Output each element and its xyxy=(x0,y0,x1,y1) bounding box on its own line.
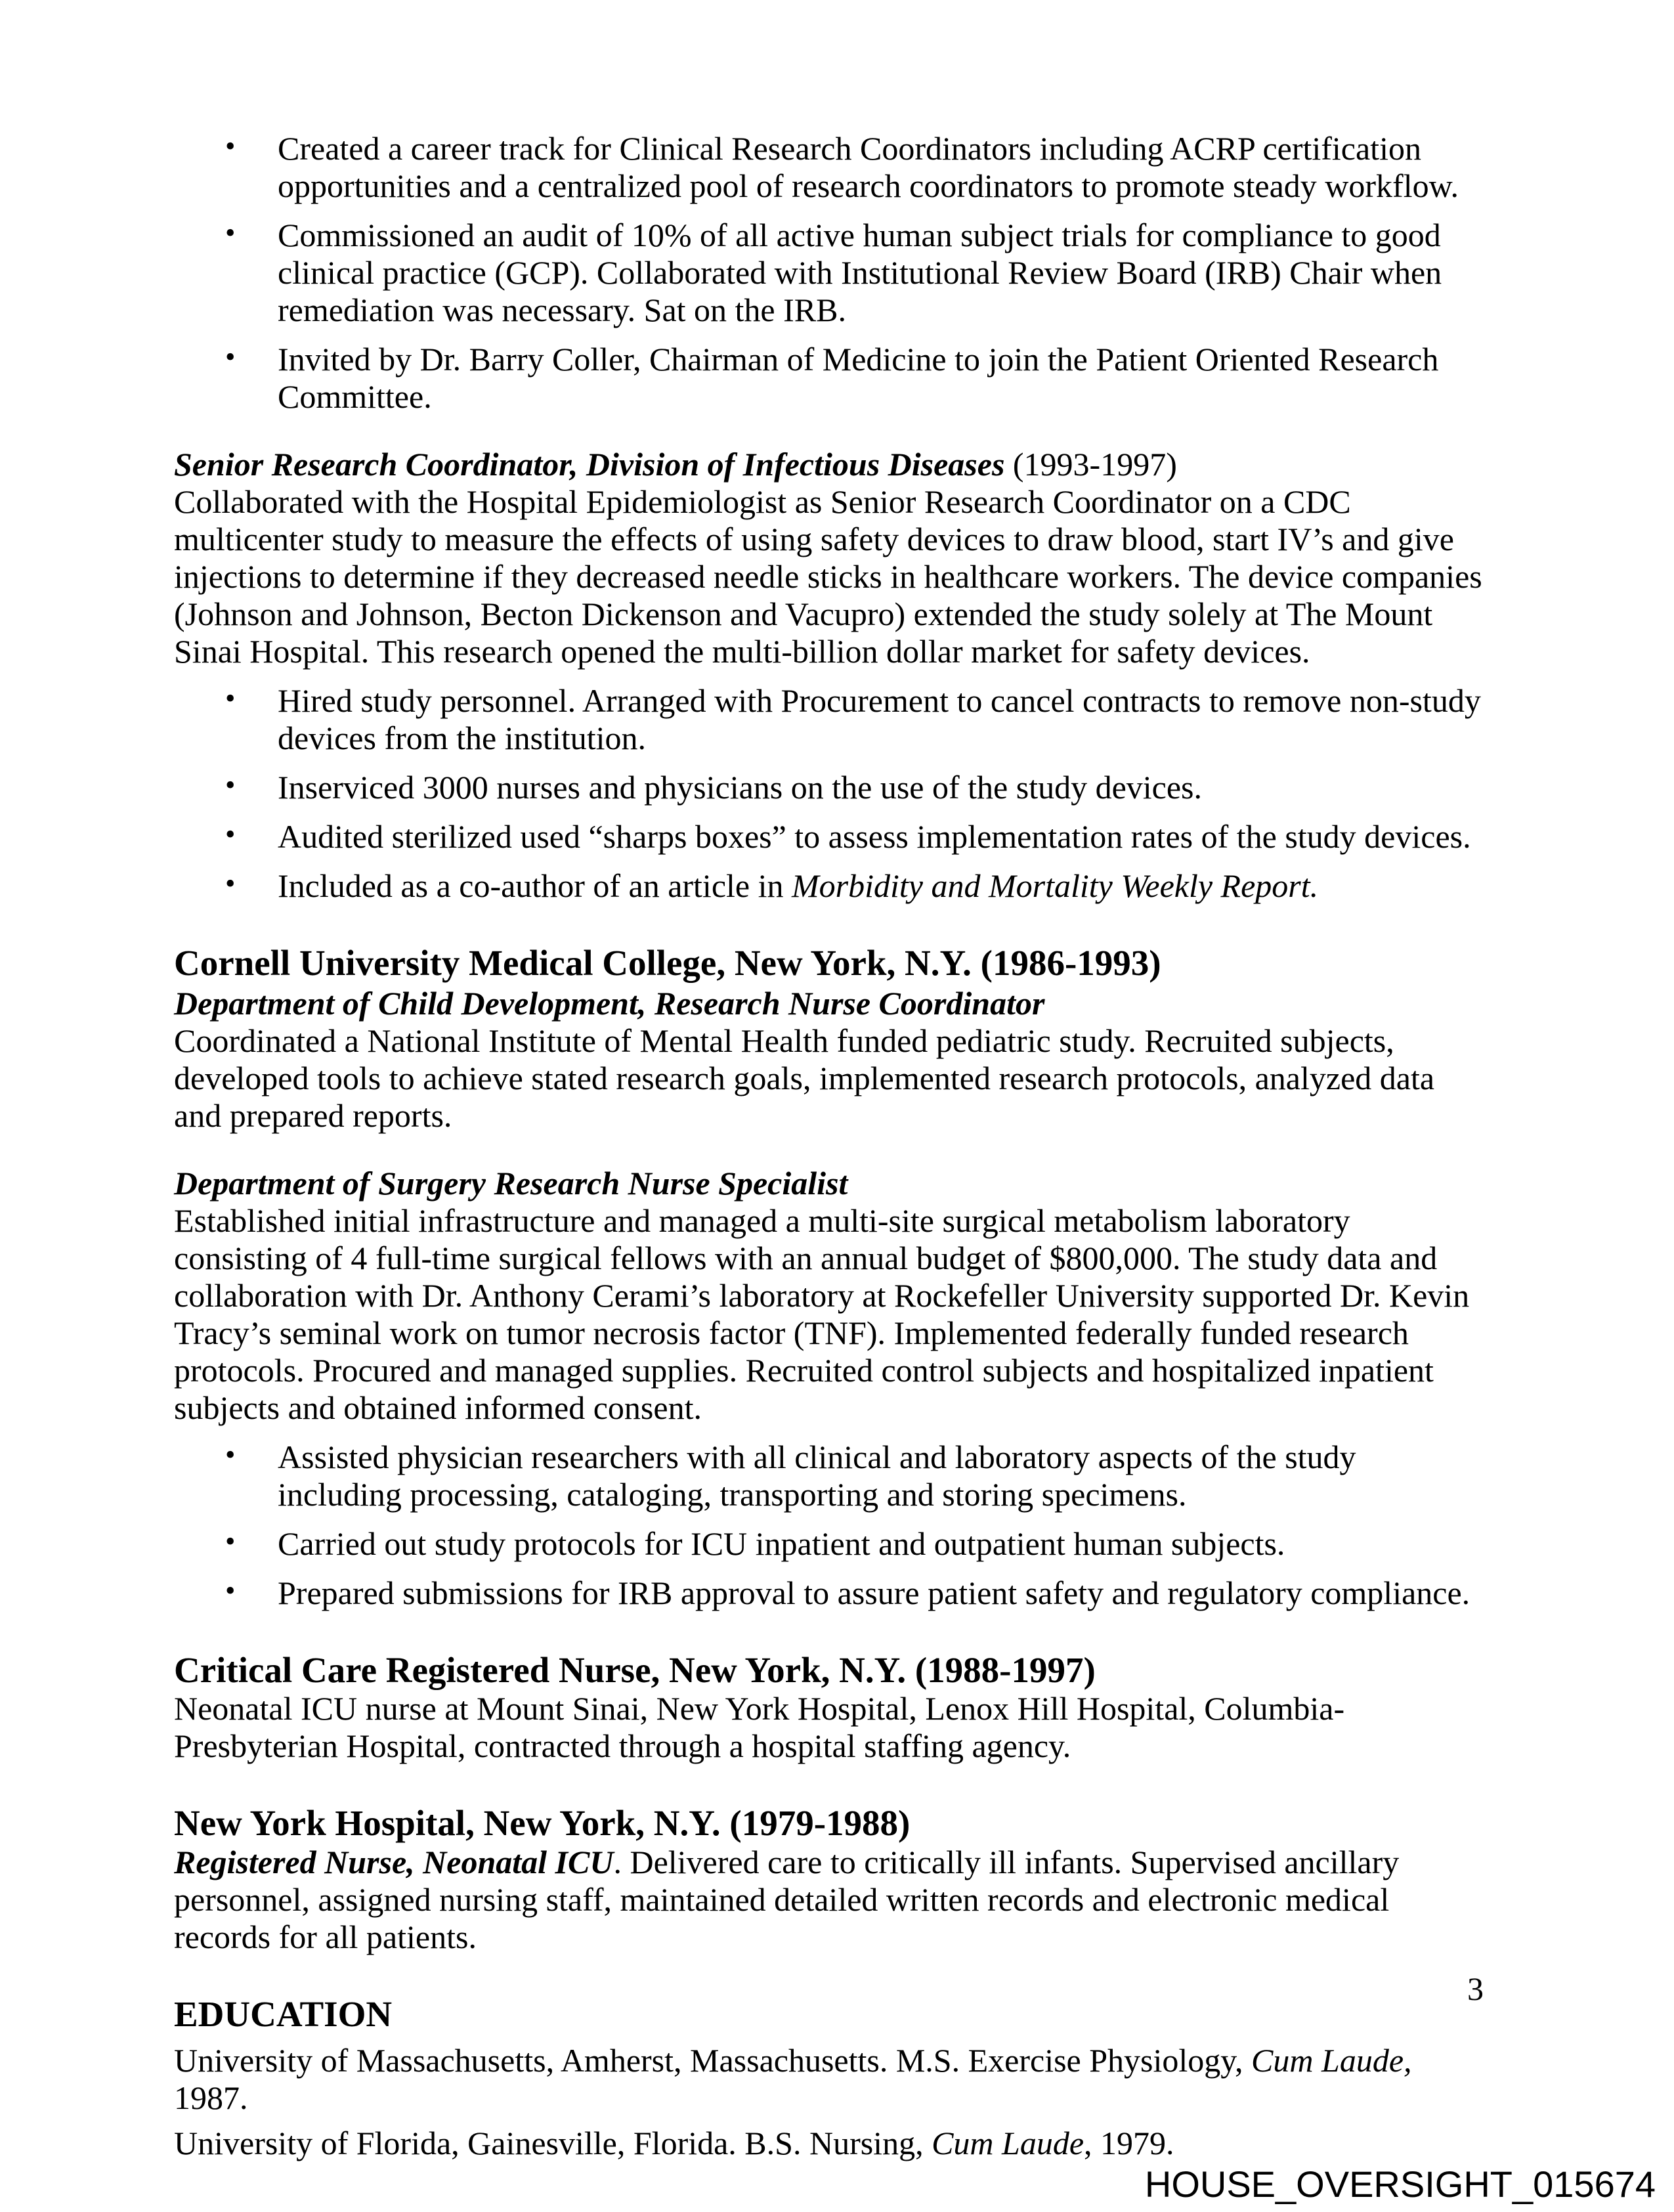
bullet-text: Prepared submissions for IRB approval to assure patient safety and regulatory compliance. xyxy=(278,1574,1470,1611)
bullet-text: Assisted physician researchers with all clinical and laboratory aspects of the study including processing, cataloging, transporting and storing specimens. xyxy=(278,1438,1356,1513)
education-year: , 1979. xyxy=(1084,2125,1174,2162)
bullet-text: Audited sterilized used “sharps boxes” to assess implementation rates of the study devices. xyxy=(278,818,1471,855)
bullet-icon: • xyxy=(225,682,236,714)
bullet-text: Carried out study protocols for ICU inpatient and outpatient human subjects. xyxy=(278,1525,1285,1562)
education-text: University of Florida, Gainesville, Florida. B.S. Nursing, xyxy=(174,2125,932,2162)
list-item xyxy=(174,130,1487,205)
subheading-surgery-research: Department of Surgery Research Nurse Specialist xyxy=(174,1164,848,1202)
paragraph-surgery-research: Established initial infrastructure and managed a multi-site surgical metabolism laboratory consisting of 4 full-time surgical fellows with an annual budget of $800,000. The study data and collaboration with Dr. Anthony Cerami’s laboratory at Rockefeller University supported Dr. Kevin Tracy’s seminal work on tumor necrosis factor (TNF). Implemented federally funded research protocols. Procured and managed supplies. Recruited control subjects and hospitalized inpatient subjects and obtained informed consent. xyxy=(174,1202,1470,1426)
subheading-child-development: Department of Child Development, Research Nurse Coordinator xyxy=(174,984,1045,1022)
senior-research-bullet-list xyxy=(174,682,1487,905)
bullet-icon: • xyxy=(225,769,236,801)
bullet-icon: • xyxy=(225,867,236,900)
role-years: (1993-1997) xyxy=(1004,446,1177,483)
list-item xyxy=(174,341,1487,416)
section-heading-critical-care: Critical Care Registered Nurse, New York, N.Y. (1988-1997) xyxy=(174,1649,1096,1690)
bullet-text: Inserviced 3000 nurses and physicians on the use of the study devices. xyxy=(278,769,1203,806)
resume-content xyxy=(174,130,1487,2162)
education-line xyxy=(174,2125,1487,2162)
bullet-text: Hired study personnel. Arranged with Procurement to cancel contracts to remove non-study devices from the institution. xyxy=(278,682,1481,756)
bullet-icon: • xyxy=(225,1525,236,1557)
list-item xyxy=(174,217,1487,329)
list-item xyxy=(174,1525,1487,1563)
bates-stamp: HOUSE_OVERSIGHT_015674 xyxy=(1144,2163,1656,2205)
bullet-icon: • xyxy=(225,217,236,249)
section-heading-education: EDUCATION xyxy=(174,1993,393,2034)
bullet-icon: • xyxy=(225,1574,236,1607)
bullet-icon: • xyxy=(225,818,236,850)
education-line xyxy=(174,2042,1487,2117)
list-item xyxy=(174,1439,1487,1513)
paragraph-new-york-hospital xyxy=(174,1844,1487,1956)
bullet-text: Created a career track for Clinical Research Coordinators including ACRP certification opportunities and a centralized pool of research coordinators to promote steady workflow. xyxy=(278,130,1459,204)
bullet-icon: • xyxy=(225,1438,236,1471)
cornell-bullet-list xyxy=(174,1439,1487,1612)
section-heading-cornell: Cornell University Medical College, New York, N.Y. (1986-1993) xyxy=(174,943,1161,983)
paragraph-child-development: Coordinated a National Institute of Mental Health funded pediatric study. Recruited subjects, developed tools to achieve stated research goals, implemented research protocols, analyzed data and prepared reports. xyxy=(174,1022,1435,1134)
bullet-icon: • xyxy=(225,341,236,373)
honors-cum-laude: Cum Laude, xyxy=(1251,2042,1412,2079)
role-description: . Delivered care to critically ill infants. Supervised ancillary personnel, assigned nursing staff, maintained detailed written records and electronic medical records for all patients. xyxy=(174,1843,1400,1955)
section-heading-senior-research-coordinator xyxy=(174,446,1487,483)
list-item xyxy=(174,818,1487,856)
education-text: University of Massachusetts, Amherst, Massachusetts. M.S. Exercise Physiology, xyxy=(174,2042,1252,2079)
bullet-icon: • xyxy=(225,130,236,162)
list-item xyxy=(174,867,1487,905)
bullet-text: Invited by Dr. Barry Coller, Chairman of Medicine to join the Patient Oriented Research Committee. xyxy=(278,341,1439,415)
section-heading-new-york-hospital: New York Hospital, New York, N.Y. (1979-1988) xyxy=(174,1803,911,1844)
role-title: Registered Nurse, Neonatal ICU xyxy=(174,1843,614,1880)
role-title: Senior Research Coordinator, Division of Infectious Diseases xyxy=(174,446,1005,483)
journal-title: Morbidity and Mortality Weekly Report. xyxy=(791,867,1319,904)
list-item xyxy=(174,1574,1487,1612)
list-item xyxy=(174,682,1487,757)
page-number: 3 xyxy=(1467,1970,1484,2007)
list-item xyxy=(174,769,1487,806)
bullet-text xyxy=(278,867,1487,905)
paragraph-critical-care: Neonatal ICU nurse at Mount Sinai, New York Hospital, Lenox Hill Hospital, Columbia-Presbyterian Hospital, contracted through a hospital staffing agency. xyxy=(174,1690,1345,1765)
honors-cum-laude: Cum Laude xyxy=(932,2125,1084,2162)
paragraph-senior-research: Collaborated with the Hospital Epidemiologist as Senior Research Coordinator on a CDC multicenter study to measure the effects of using safety devices to draw blood, start IV’s and give injections to determine if they decreased needle sticks in healthcare workers. The device companies (Johnson and Johnson, Becton Dickenson and Vacupro) extended the study solely at The Mount Sinai Hospital. This research opened the multi-billion dollar market for safety devices. xyxy=(174,483,1482,670)
bullet-text-plain: Included as a co-author of an article in xyxy=(278,867,792,904)
bullet-text: Commissioned an audit of 10% of all active human subject trials for compliance to good clinical practice (GCP). Collaborated with Institutional Review Board (IRB) Chair when remediation was necessary. Sat on the IRB. xyxy=(278,217,1442,328)
education-year: 1987. xyxy=(174,2079,248,2117)
